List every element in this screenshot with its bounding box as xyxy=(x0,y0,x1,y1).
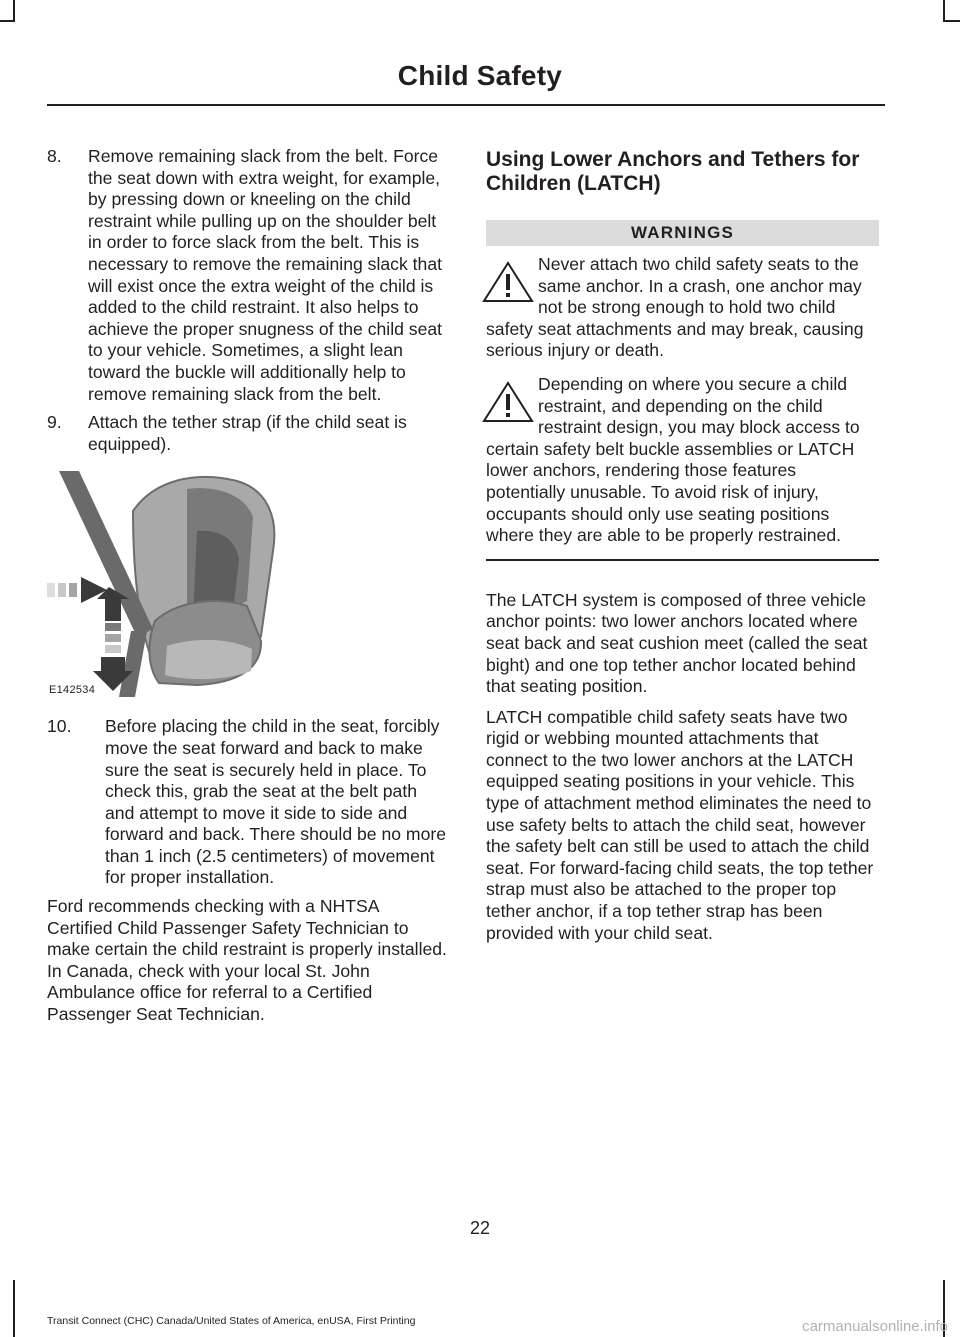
page-title: Child Safety xyxy=(397,60,562,91)
warnings-divider xyxy=(486,559,879,561)
step-text: Before placing the child in the seat, forcibly move the seat forward and back to make sure the seat is securely held in place. To check this, grab the seat at the belt path and attempt to move it side to side and forward and back. There should be no more than 1 inch (2.5 centimeters) of movement for proper installation. xyxy=(105,716,446,888)
warning-item xyxy=(486,374,879,547)
body-paragraph: LATCH compatible child safety seats have two rigid or webbing mounted attachments that connect to the two lower anchors at the LATCH equipped seating positions in your vehicle. This type of attachment method eliminates the need to use safety belts to attach the child seat, however the safety belt can still be used to attach the child seat. For forward-facing child seats, the top tether strap must also be attached to the proper top tether anchor, if a top tether strap has been provided with your child seat. xyxy=(486,706,874,943)
crop-mark xyxy=(13,1280,15,1337)
child-seat-illustration xyxy=(47,471,439,703)
footer-text: Transit Connect (CHC) Canada/United States of America, enUSA, First Printing xyxy=(47,1315,416,1327)
warning-text: Never attach two child safety seats to the same anchor. In a crash, one anchor may not be strong enough to hold two child safety seat attachments and may break, causing serious injury or death. xyxy=(486,254,864,361)
step-number: 8. xyxy=(47,146,62,166)
step-number: 9. xyxy=(47,412,62,433)
left-column xyxy=(47,146,447,1035)
child-seat-figure xyxy=(47,471,439,703)
crop-mark xyxy=(13,0,15,22)
step-text: Remove remaining slack from the belt. Force the seat down with extra weight, for example, by pressing down or kneeling on the child restraint while pulling up on the shoulder belt in order to force slack from the belt. This is necessary to remove the remaining slack that will exist once the extra weight of the child is added to the child restraint. It also helps to achieve the proper snugness of the child seat to your vehicle. Sometimes, a slight lean toward the buckle will additionally help to remove remaining slack from the belt. xyxy=(88,146,443,404)
crop-mark xyxy=(0,20,15,22)
right-column xyxy=(486,146,879,953)
step-number: 10. xyxy=(47,716,72,737)
warning-triangle-icon xyxy=(482,260,534,304)
section-heading: Using Lower Anchors and Tethers for Children (LATCH) xyxy=(486,148,860,195)
warning-triangle-icon xyxy=(482,380,534,424)
crop-mark xyxy=(943,0,945,22)
list-item-step-9 xyxy=(47,412,447,455)
warning-item xyxy=(486,254,879,362)
list-item-step-8 xyxy=(47,146,447,405)
crop-mark xyxy=(945,20,960,22)
body-paragraph: The LATCH system is composed of three vehicle anchor points: two lower anchors located where seat back and seat cushion meet (called the seat bight) and one top tether anchor located behind that seating position. xyxy=(486,589,868,697)
header-divider xyxy=(47,104,885,106)
body-paragraph: Ford recommends checking with a NHTSA Certified Child Passenger Safety Technician to make certain the child restraint is properly installed. In Canada, check with your local St. John Ambulance office for referral to a Certified Passenger Seat Technician. xyxy=(47,896,447,1025)
watermark-text: carmanualsonline.info xyxy=(802,1318,948,1335)
figure-id: E142534 xyxy=(49,683,96,696)
step-text: Attach the tether strap (if the child seat is equipped). xyxy=(88,412,407,454)
page-number: 22 xyxy=(469,1218,491,1238)
warning-text: Depending on where you secure a child restraint, and depending on the child restraint design, you may block access to certain safety belt buckle assemblies or LATCH lower anchors, rendering those features potentially unusable. To avoid risk of injury, occupants should only use seating positions where they are able to be properly restrained. xyxy=(486,373,860,546)
list-item-step-10 xyxy=(47,716,447,889)
warnings-header: WARNINGS xyxy=(486,220,879,246)
